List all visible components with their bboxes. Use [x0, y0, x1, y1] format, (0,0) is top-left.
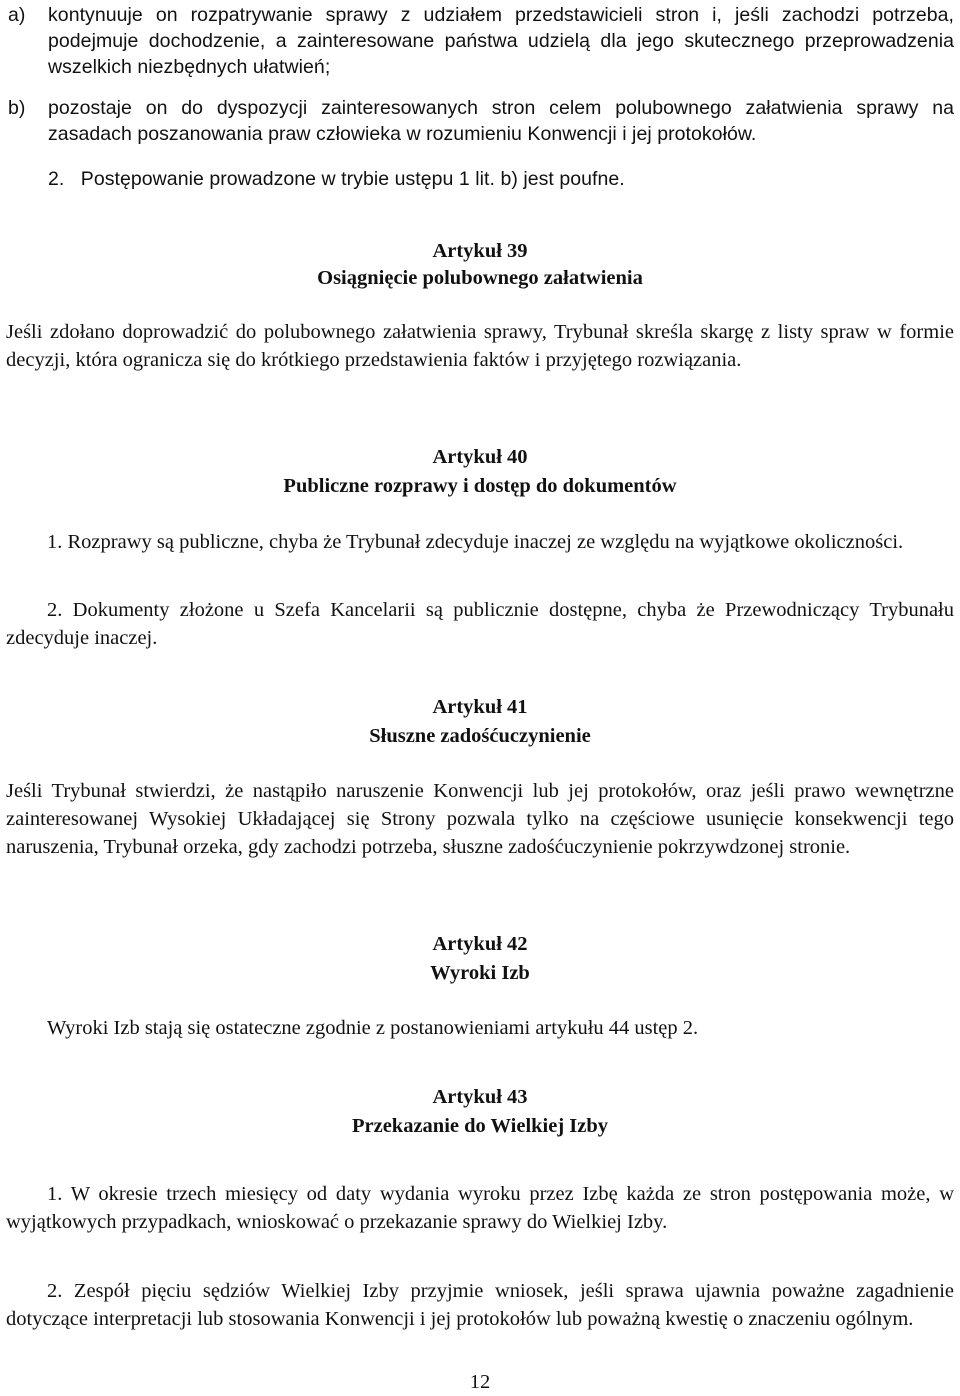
article-paragraph: Jeśli zdołano doprowadzić do polubownego załatwienia sprawy, Trybunał skreśla skargę z listy spraw w formie decyzji, która ogranicza się do krótkiego przedstawienia faktów i przyjętego rozwiązania.	[6, 321, 954, 371]
article-paragraph: Jeśli Trybunał stwierdzi, że nastąpiło naruszenie Konwencji lub jej protokołów, oraz jeśli prawo wewnętrzne zainteresowanej Wysokiej Układającej się Strony pozwala tylko na częściowe usunięcie konsekwencji tego naruszenia, Trybunał orzeka, gdy zachodzi potrzeba, słuszne zadośćuczynienie pokrzywdzonej stronie.	[6, 780, 954, 858]
article-number: Artykuł 39	[432, 240, 528, 262]
article-title: Słuszne zadośćuczynienie	[369, 725, 591, 747]
list-item-b	[8, 95, 954, 147]
article-paragraph: 1. W okresie trzech miesięcy od daty wydania wyroku przez Izbę każda ze stron postępowania może, w wyjątkowych przypadkach, wnioskować o przekazanie sprawy do Wielkiej Izby.	[6, 1183, 954, 1233]
article-title: Przekazanie do Wielkiej Izby	[351, 1115, 609, 1137]
list-item-label: b)	[8, 97, 26, 119]
article-paragraph: 2. Zespół pięciu sędziów Wielkiej Izby przyjmie wniosek, jeśli sprawa ujawnia poważne zagadnienie dotyczące interpretacji lub stosowania Konwencji i jej protokołów lub poważną kwestię o znaczeniu ogólnym.	[6, 1280, 954, 1330]
list-item-label: a)	[8, 4, 26, 26]
list-item-text: kontynuuje on rozpatrywanie sprawy z udziałem przedstawicieli stron i, jeśli zachodzi potrzeba, podejmuje dochodzenie, a zainteresowane państwa udzielą dla jego skutecznego przeprowadzenia wszelkich niezbędnych ułatwień;	[48, 4, 954, 78]
article-title: Publiczne rozprawy i dostęp do dokumentów	[283, 475, 677, 497]
article-number: Artykuł 43	[432, 1086, 528, 1108]
article-paragraph: Wyroki Izb stają się ostateczne zgodnie z postanowieniami artykułu 44 ustęp 2.	[47, 1017, 699, 1039]
article-title: Osiągnięcie polubownego załatwienia	[317, 267, 643, 289]
list-item-text: pozostaje on do dyspozycji zainteresowanych stron celem polubownego załatwienia sprawy na zasadach poszanowania praw człowieka w rozumieniu Konwencji i jej protokołów.	[48, 97, 954, 145]
list-item-a	[8, 2, 954, 80]
article-number: Artykuł 42	[432, 933, 528, 955]
page-number: 12	[469, 1371, 491, 1393]
article-number: Artykuł 40	[432, 446, 528, 468]
article-title: Wyroki Izb	[430, 962, 530, 984]
point-2: 2. Postępowanie prowadzone w trybie ustępu 1 lit. b) jest poufne.	[48, 168, 625, 190]
article-number: Artykuł 41	[432, 696, 528, 718]
article-paragraph: 1. Rozprawy są publiczne, chyba że Trybunał zdecyduje inaczej ze względu na wyjątkowe okoliczności.	[47, 531, 904, 553]
article-paragraph: 2. Dokumenty złożone u Szefa Kancelarii są publicznie dostępne, chyba że Przewodniczący Trybunału zdecyduje inaczej.	[6, 599, 954, 649]
